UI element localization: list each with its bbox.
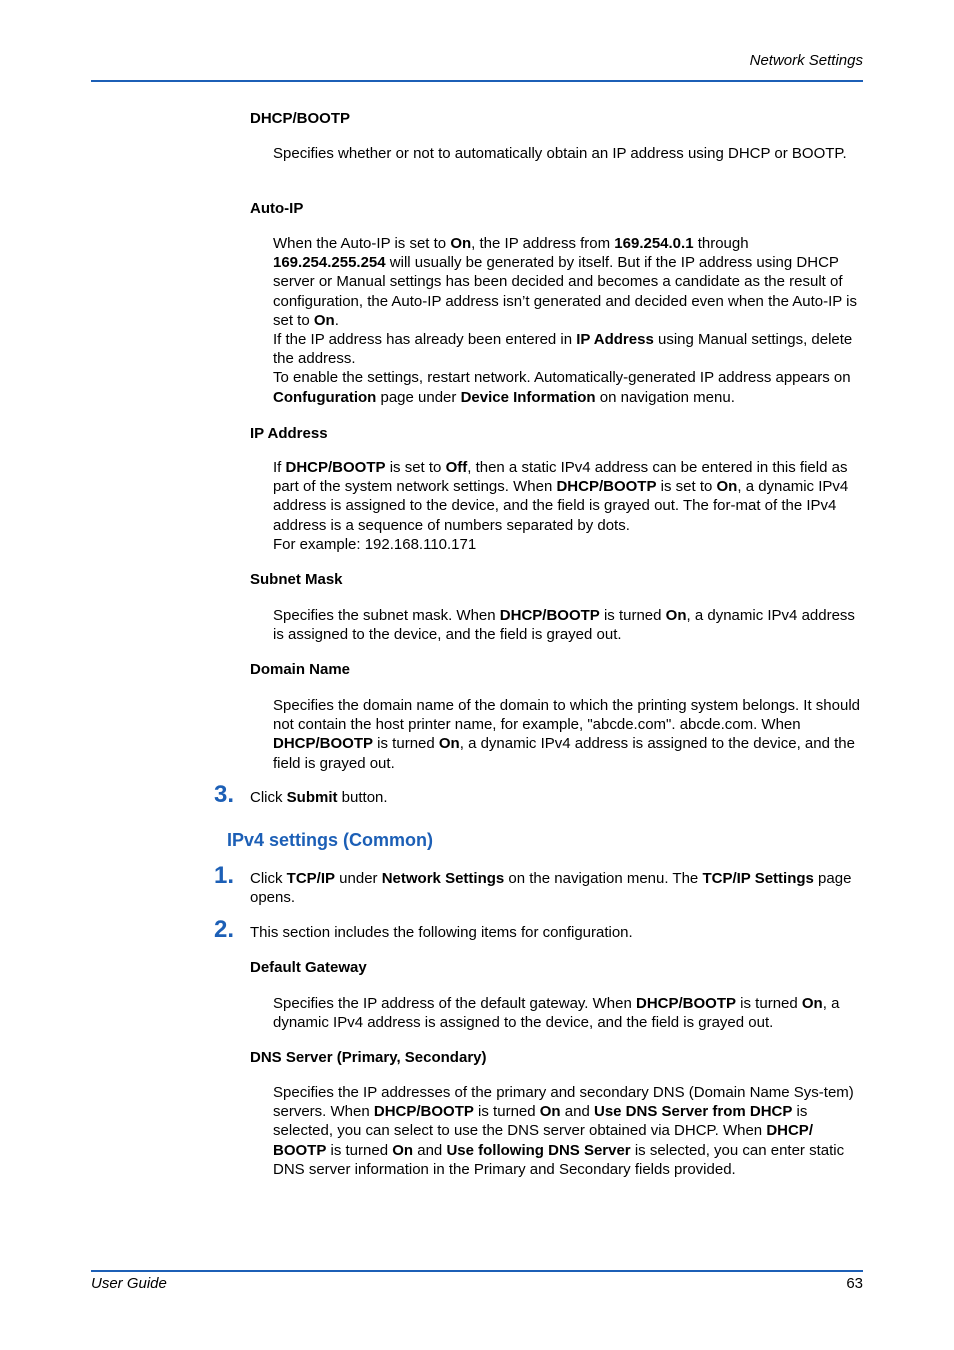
desc-dns-server <box>273 1083 865 1179</box>
desc-domain-name <box>273 696 865 773</box>
header-rule <box>91 80 863 82</box>
desc-auto-ip <box>273 234 865 407</box>
default-gateway-text: Specifies the IP address of the default gateway. When DHCP/BOOTP is turned On, a dynamic IPv4 address is assigned to the device, and the field is grayed out. <box>273 995 840 1032</box>
footer-rule <box>91 1270 863 1272</box>
subnet-mask-text: Specifies the subnet mask. When DHCP/BOOTP is turned On, a dynamic IPv4 address is assigned to the device, and the field is grayed out. <box>273 607 855 644</box>
desc-dhcp-bootp-text: Specifies whether or not to automatically obtain an IP address using DHCP or BOOTP. <box>273 145 847 162</box>
term-domain-name: Domain Name <box>250 661 351 678</box>
ip-address-paragraph-1: If DHCP/BOOTP is set to Off, then a static IPv4 address can be entered in this field as part of the system network settings. When DHCP/BOOTP is set to On, a dynamic IPv4 address is assigned to the device, and the field is grayed out. The for-mat of the IPv4 address is a sequence of numbers separated by dots. <box>273 459 849 534</box>
term-auto-ip: Auto-IP <box>250 200 304 217</box>
term-dns-server: DNS Server (Primary, Secondary) <box>250 1049 487 1066</box>
auto-ip-paragraph-1: When the Auto-IP is set to On, the IP address from 169.254.0.1 through 169.254.255.254 will usually be generated by itself. But if the IP address using DHCP server or Manual settings has been decided and becomes a candidate as the result of configuration, the Auto-IP address isn’t generated and decided even when the Auto-IP is set to On. <box>273 235 858 329</box>
running-header: Network Settings <box>749 52 863 69</box>
auto-ip-paragraph-2: If the IP address has already been entered in IP Address using Manual settings, delete the address. <box>273 331 853 368</box>
section-heading-ipv4-common: IPv4 settings (Common) <box>227 830 434 850</box>
step-3-text: Click Submit button. <box>250 789 388 806</box>
step-1-text: Click TCP/IP under Network Settings on the navigation menu. The TCP/IP Settings page opens. <box>250 870 852 907</box>
desc-ip-address <box>273 458 865 554</box>
desc-dhcp-bootp <box>273 144 865 163</box>
domain-name-text: Specifies the domain name of the domain to which the printing system belongs. It should not contain the host printer name, for example, "abcde.com". abcde.com. When DHCP/BOOTP is turned On, a dynamic IPv4 address is assigned to the device, and the field is grayed out. <box>273 697 860 772</box>
footer-title: User Guide <box>91 1275 167 1292</box>
desc-subnet-mask <box>273 606 865 644</box>
desc-default-gateway <box>273 994 865 1032</box>
ip-address-example: For example: 192.168.110.171 <box>273 535 477 553</box>
term-dhcp-bootp: DHCP/BOOTP <box>250 110 351 127</box>
step-2-text: This section includes the following items for configuration. <box>250 924 633 941</box>
step-number-3: 3. <box>214 781 235 808</box>
term-ip-address: IP Address <box>250 425 328 442</box>
dns-server-text: Specifies the IP addresses of the primary and secondary DNS (Domain Name Sys-tem) servers. When DHCP/BOOTP is turned On and Use DNS Server from DHCP is selected, you can select to use the DNS server obtained via DHCP. When DHCP/ BOOTP is turned On and Use following DNS Server is selected, you can enter static DNS server information in the Primary and Secondary fields provided. <box>273 1084 854 1178</box>
auto-ip-paragraph-3: To enable the settings, restart network. Automatically-generated IP address appears on Confuguration page under Device Information on navigation menu. <box>273 369 851 406</box>
page-number: 63 <box>846 1275 863 1292</box>
step-number-1: 1. <box>214 862 235 889</box>
term-subnet-mask: Subnet Mask <box>250 571 343 588</box>
step-number-2: 2. <box>214 916 235 943</box>
term-default-gateway: Default Gateway <box>250 959 367 976</box>
